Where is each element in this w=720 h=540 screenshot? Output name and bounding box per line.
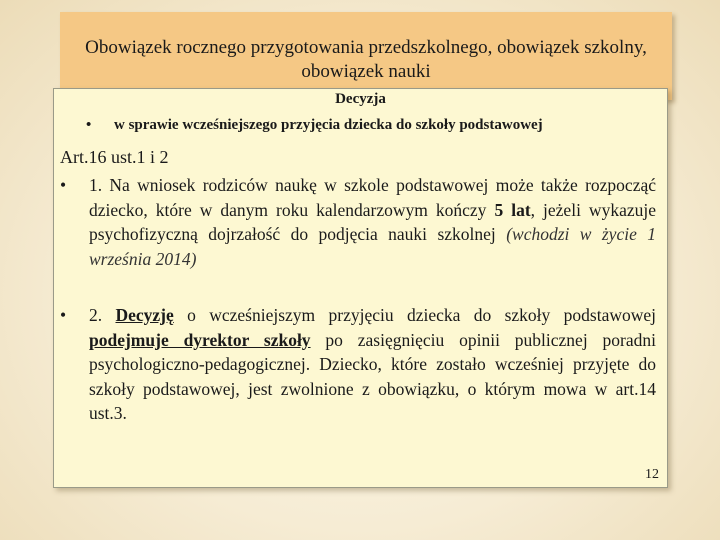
content-panel	[53, 88, 668, 488]
section-heading: Decyzja	[335, 91, 386, 107]
title-line-2: obowiązek nauki	[301, 61, 431, 82]
point-1-part: 1. Na wniosek rodziców naukę w szkole podstawowej może także rozpocząć dziecko, które w danym roku kalendarzowym kończy	[89, 175, 656, 220]
point-1-bold: 5 lat	[494, 199, 531, 220]
page-number: 12	[645, 467, 659, 482]
point-2-underlined: Decyzję	[115, 305, 174, 325]
slide-title	[60, 36, 672, 84]
subheading-text: w sprawie wcześniejszego przyjęcia dziecka do szkoły podstawowej	[114, 117, 543, 133]
point-1	[60, 173, 656, 271]
point-1-text	[89, 173, 656, 271]
point-2	[60, 303, 656, 426]
bullet-icon: •	[86, 117, 92, 133]
bullet-icon: •	[60, 305, 67, 325]
point-2-underlined: podejmuje dyrektor szkoły	[89, 329, 311, 350]
subheading	[86, 117, 543, 134]
title-line-1: Obowiązek rocznego przygotowania przedszkolnego, obowiązek szkolny,	[85, 37, 647, 58]
point-1-italic-note: (wchodzi w życie 1 września 2014)	[89, 224, 656, 269]
point-2-text	[89, 303, 656, 426]
article-reference: Art.16 ust.1 i 2	[60, 147, 169, 167]
point-2-part: o wcześniejszym przyjęciu dziecka do szkoły podstawowej	[173, 305, 656, 325]
point-2-part: 2.	[89, 305, 116, 325]
bullet-icon: •	[60, 175, 67, 195]
point-1-part: , jeżeli wykazuje psychofizyczną dojrzałość do podjęcia nauki szkolnej	[89, 199, 656, 244]
title-banner	[60, 12, 672, 100]
point-2-part: po zasięgnięciu opinii publicznej poradni psychologiczno-pedagogicznej. Dziecko, które zostało wcześniej przyjęte do szkoły podstawowej, jest zwolnione z obowiązku, o którym mowa w art.14 ust.3.	[89, 329, 656, 423]
